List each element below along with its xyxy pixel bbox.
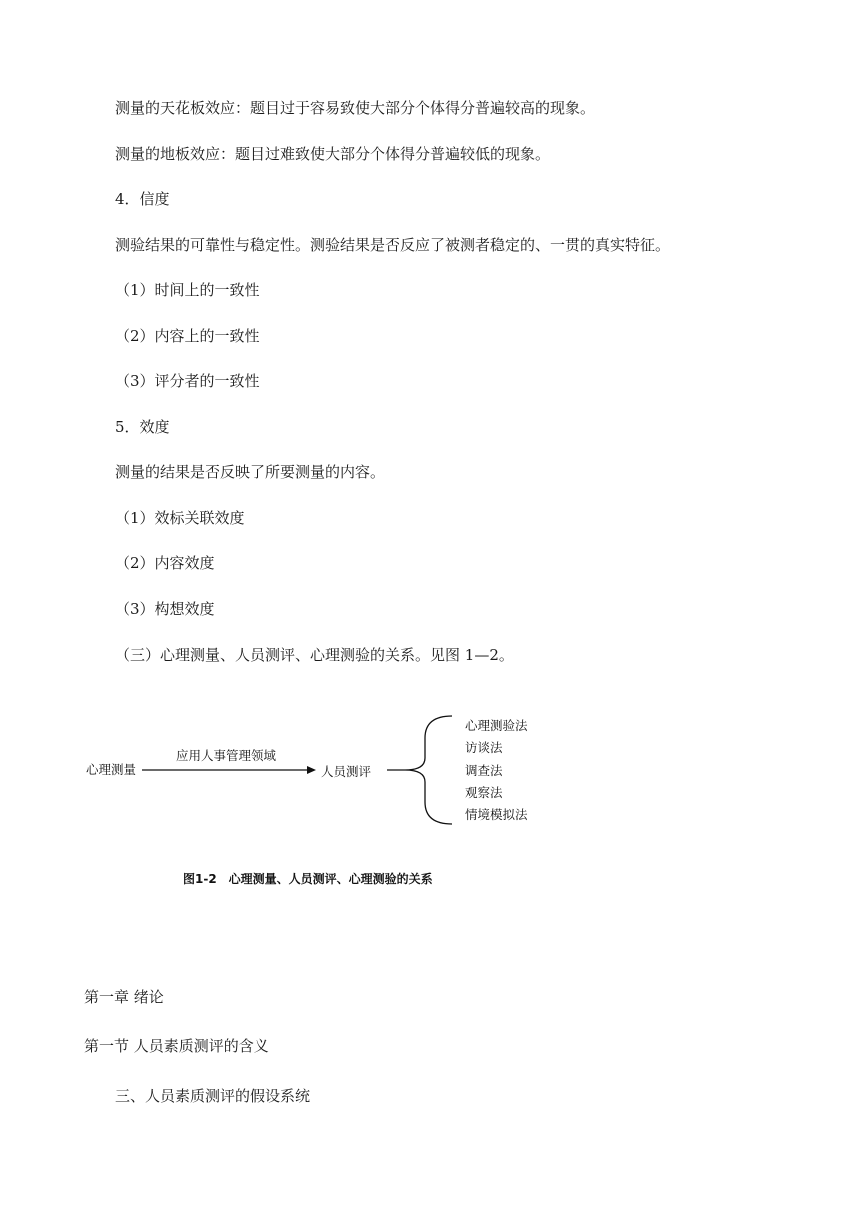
diagram-target-label: 人员测评 bbox=[321, 764, 372, 779]
paragraph-reliability-def: 测验结果的可靠性与稳定性。测验结果是否反应了被测者稳定的、一贯的真实特征。 bbox=[115, 236, 671, 254]
diagram-method-2: 访谈法 bbox=[465, 740, 503, 755]
list-item-validity-2: （2）内容效度 bbox=[115, 554, 215, 572]
paragraph-validity-def: 测量的结果是否反映了所要测量的内容。 bbox=[115, 463, 386, 481]
section-heading: 第一节 人员素质测评的含义 bbox=[84, 1037, 269, 1055]
diagram-arrow-label: 应用人事管理领域 bbox=[176, 748, 277, 763]
chapter-heading: 第一章 绪论 bbox=[84, 988, 164, 1006]
curly-brace bbox=[405, 716, 452, 824]
list-item-reliability-1: （1）时间上的一致性 bbox=[115, 281, 260, 299]
list-item-validity-3: （3）构想效度 bbox=[115, 600, 215, 618]
subsection-heading: 三、人员素质测评的假设系统 bbox=[115, 1087, 311, 1105]
paragraph-relationship: （三）心理测量、人员测评、心理测验的关系。见图 1—2。 bbox=[115, 646, 514, 664]
list-item-reliability-2: （2）内容上的一致性 bbox=[115, 327, 260, 345]
diagram-method-5: 情境模拟法 bbox=[465, 807, 528, 822]
diagram-method-4: 观察法 bbox=[465, 785, 503, 800]
arrow-head bbox=[307, 766, 316, 774]
diagram-method-3: 调查法 bbox=[465, 763, 503, 778]
heading-reliability: 4．信度 bbox=[115, 190, 170, 208]
list-item-reliability-3: （3）评分者的一致性 bbox=[115, 372, 260, 390]
diagram-source-label: 心理测量 bbox=[86, 762, 137, 777]
figure-caption: 图1-2 心理测量、人员测评、心理测验的关系 bbox=[183, 872, 433, 886]
diagram-method-1: 心理测验法 bbox=[465, 718, 528, 733]
paragraph-ceiling-effect: 测量的天花板效应：题目过于容易致使大部分个体得分普遍较高的现象。 bbox=[115, 99, 596, 117]
heading-validity: 5．效度 bbox=[115, 418, 170, 436]
paragraph-floor-effect: 测量的地板效应：题目过难致使大部分个体得分普遍较低的现象。 bbox=[115, 145, 551, 163]
list-item-validity-1: （1）效标关联效度 bbox=[115, 509, 245, 527]
relationship-diagram bbox=[80, 700, 560, 840]
